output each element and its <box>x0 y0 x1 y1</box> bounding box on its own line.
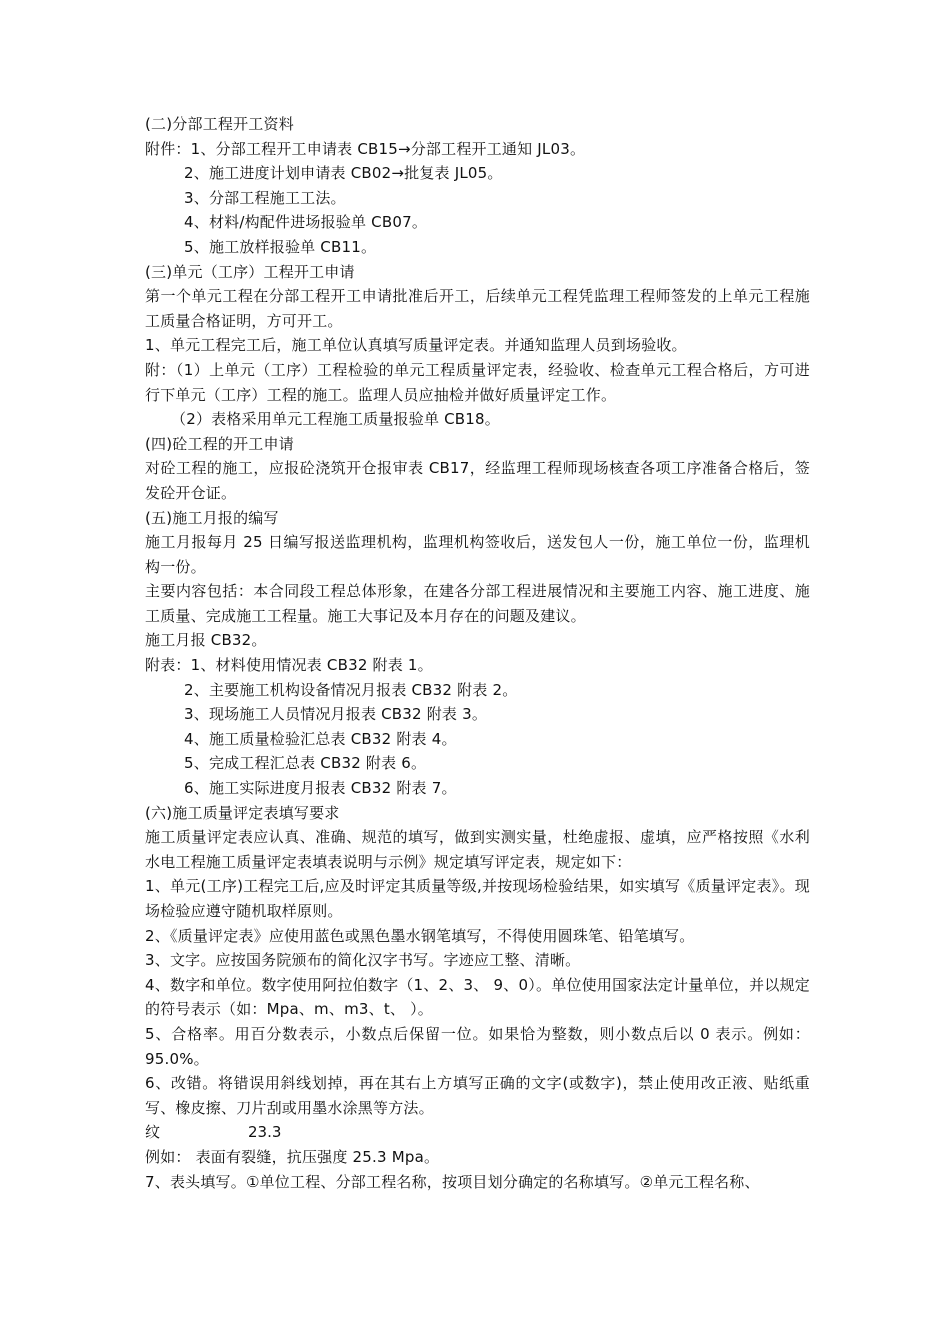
appendix-line: 附表：1、材料使用情况表 CB32 附表 1。 <box>145 656 433 675</box>
correction-example-line: 例如： 表面有裂缝，抗压强度 25.3 Mpa。 <box>145 1147 440 1166</box>
appendix-line: 4、施工质量检验汇总表 CB32 附表 4。 <box>184 729 457 748</box>
paragraph: 6、改错。将错误用斜线划掉，再在其右上方填写正确的文字(或数字)，禁止使用改正液、贴纸重写、橡皮擦、刀片刮或用墨水涂黑等方法。 <box>145 1074 810 1117</box>
appendix-line: 5、完成工程汇总表 CB32 附表 6。 <box>184 754 427 773</box>
appendix-line: 2、主要施工机构设备情况月报表 CB32 附表 2。 <box>184 680 518 699</box>
paragraph: 施工质量评定表应认真、准确、规范的填写，做到实测实量，杜绝虚报、虚填，应严格按照《水利水电工程施工质量评定表填表说明与示例》规定填写评定表，规定如下： <box>145 828 810 871</box>
paragraph: 附：（1）上单元（工序）工程检验的单元工程质量评定表，经验收、检查单元工程合格后，方可进行下单元（工序）工程的施工。监理人员应抽检并做好质量评定工作。 <box>145 360 810 404</box>
paragraph: 3、文字。应按国务院颁布的简化汉字书写。字迹应工整、清晰。 <box>145 951 581 970</box>
paragraph: 施工月报每月 25 日编写报送监理机构，监理机构签收后，送发包人一份，施工单位一份，监理机构一份。 <box>145 533 810 576</box>
paragraph: 主要内容包括：本合同段工程总体形象，在建各分部工程进展情况和主要施工内容、施工进度、施工质量、完成施工工程量。施工大事记及本月存在的问题及建议。 <box>145 582 810 625</box>
section-heading-6: (六)施工质量评定表填写要求 <box>145 803 340 822</box>
attachment-line: 5、施工放样报验单 CB11。 <box>184 237 377 256</box>
correction-written-value: 23.3 <box>248 1123 282 1142</box>
paragraph: （2）表格采用单元工程施工质量报验单 CB18。 <box>171 410 500 429</box>
appendix-line: 3、现场施工人员情况月报表 CB32 附表 3。 <box>184 705 488 724</box>
section-heading-2: (二)分部工程开工资料 <box>145 115 294 133</box>
document-page <box>145 112 810 1194</box>
attachment-line: 2、施工进度计划申请表 CB02→批复表 JL05。 <box>184 164 503 183</box>
attachment-line: 3、分部工程施工工法。 <box>184 188 346 207</box>
appendix-line: 6、施工实际进度月报表 CB32 附表 7。 <box>184 779 457 798</box>
paragraph: 1、单元工程完工后，施工单位认真填写质量评定表。并通知监理人员到场验收。 <box>145 336 687 355</box>
correction-struck-text: 纹 <box>145 1123 161 1142</box>
paragraph: 4、数字和单位。数字使用阿拉伯数字（1、2、3、 9、0）。单位使用国家法定计量单位，并以规定的符号表示（如：Mpa、m、m3、t、 ）。 <box>145 975 810 1019</box>
section-heading-4: (四)砼工程的开工申请 <box>145 434 294 453</box>
paragraph: 2、《质量评定表》应使用蓝色或黑色墨水钢笔填写，不得使用圆珠笔、铅笔填写。 <box>145 926 695 945</box>
paragraph: 施工月报 CB32。 <box>145 631 267 650</box>
attachment-line: 4、材料/构配件进场报验单 CB07。 <box>184 213 428 232</box>
paragraph: 7、表头填写。①单位工程、分部工程名称，按项目划分确定的名称填写。②单元工程名称、 <box>145 1172 760 1191</box>
section-heading-3: (三)单元（工序）工程开工申请 <box>145 262 355 281</box>
section-heading-5: (五)施工月报的编写 <box>145 508 279 527</box>
paragraph: 对砼工程的施工，应报砼浇筑开仓报审表 CB17，经监理工程师现场核查各项工序准备合格后，签发砼开仓证。 <box>145 459 810 502</box>
paragraph: 1、单元(工序)工程完工后,应及时评定其质量等级,并按现场检验结果，如实填写《质量评定表》。现场检验应遵守随机取样原则。 <box>145 877 810 920</box>
attachment-line: 附件：1、分部工程开工申请表 CB15→分部工程开工通知 JL03。 <box>145 139 586 158</box>
paragraph: 第一个单元工程在分部工程开工申请批准后开工，后续单元工程凭监理工程师签发的上单元工程施工质量合格证明，方可开工。 <box>145 287 810 330</box>
correction-example-top <box>145 1120 810 1145</box>
paragraph: 5、合格率。用百分数表示，小数点后保留一位。如果恰为整数，则小数点后以 0 表示。例如：95.0%。 <box>145 1024 810 1068</box>
